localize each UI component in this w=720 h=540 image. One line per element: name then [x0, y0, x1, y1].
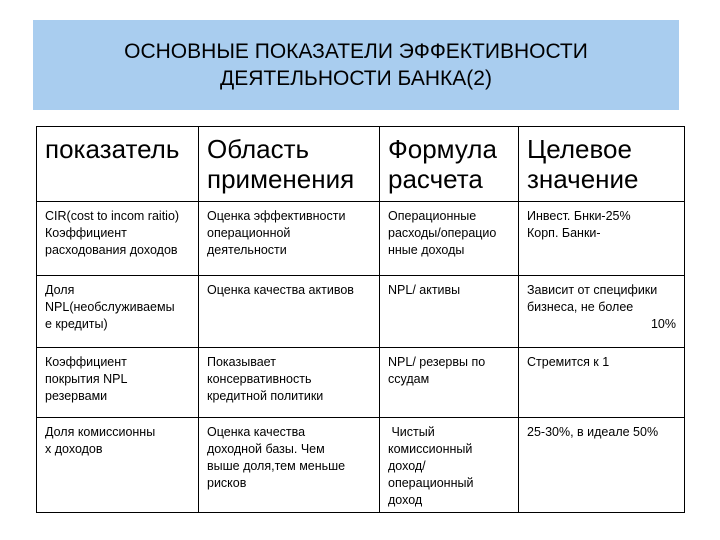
table-row	[37, 276, 685, 348]
table-row	[37, 418, 685, 513]
cell-formula: Чистый комиссионный доход/ операционный доход	[380, 418, 519, 513]
table-row	[37, 348, 685, 418]
cell-indicator: Коэффициент покрытия NPL резервами	[37, 348, 199, 418]
table-header-row	[37, 127, 685, 202]
table-row	[37, 202, 685, 276]
header-application-area: Область применения	[199, 127, 380, 202]
cell-indicator: Доля NPL(необслуживаемы е кредиты)	[37, 276, 199, 348]
title-line-1: ОСНОВНЫЕ ПОКАЗАТЕЛИ ЭФФЕКТИВНОСТИ	[124, 40, 588, 63]
cell-formula: Операционные расходы/операцио нные доходы	[380, 202, 519, 276]
cell-indicator: CIR(cost to incom raitio) Коэффициент расходования доходов	[37, 202, 199, 276]
cell-indicator: Доля комиссионны х доходов	[37, 418, 199, 513]
header-formula: Формула расчета	[380, 127, 519, 202]
cell-target-value: Стремится к 1	[519, 348, 685, 418]
header-indicator: показатель	[37, 127, 199, 202]
title-line-2: ДЕЯТЕЛЬНОСТИ БАНКА(2)	[220, 67, 492, 90]
cell-application-area: Оценка качества доходной базы. Чем выше доля,тем меньше рисков	[199, 418, 380, 513]
cell-target-value: Зависит от специфики бизнеса, не более 10%	[519, 276, 685, 348]
cell-target-value: 25-30%, в идеале 50%	[519, 418, 685, 513]
cell-application-area: Оценка эффективности операционной деятельности	[199, 202, 380, 276]
kpi-table	[36, 126, 685, 513]
cell-formula: NPL/ активы	[380, 276, 519, 348]
cell-application-area: Оценка качества активов	[199, 276, 380, 348]
cell-target-value: Инвест. Бнки-25% Корп. Банки-	[519, 202, 685, 276]
cell-formula: NPL/ резервы по ссудам	[380, 348, 519, 418]
title-banner	[33, 20, 679, 110]
header-target-value: Целевое значение	[519, 127, 685, 202]
cell-application-area: Показывает консервативность кредитной политики	[199, 348, 380, 418]
